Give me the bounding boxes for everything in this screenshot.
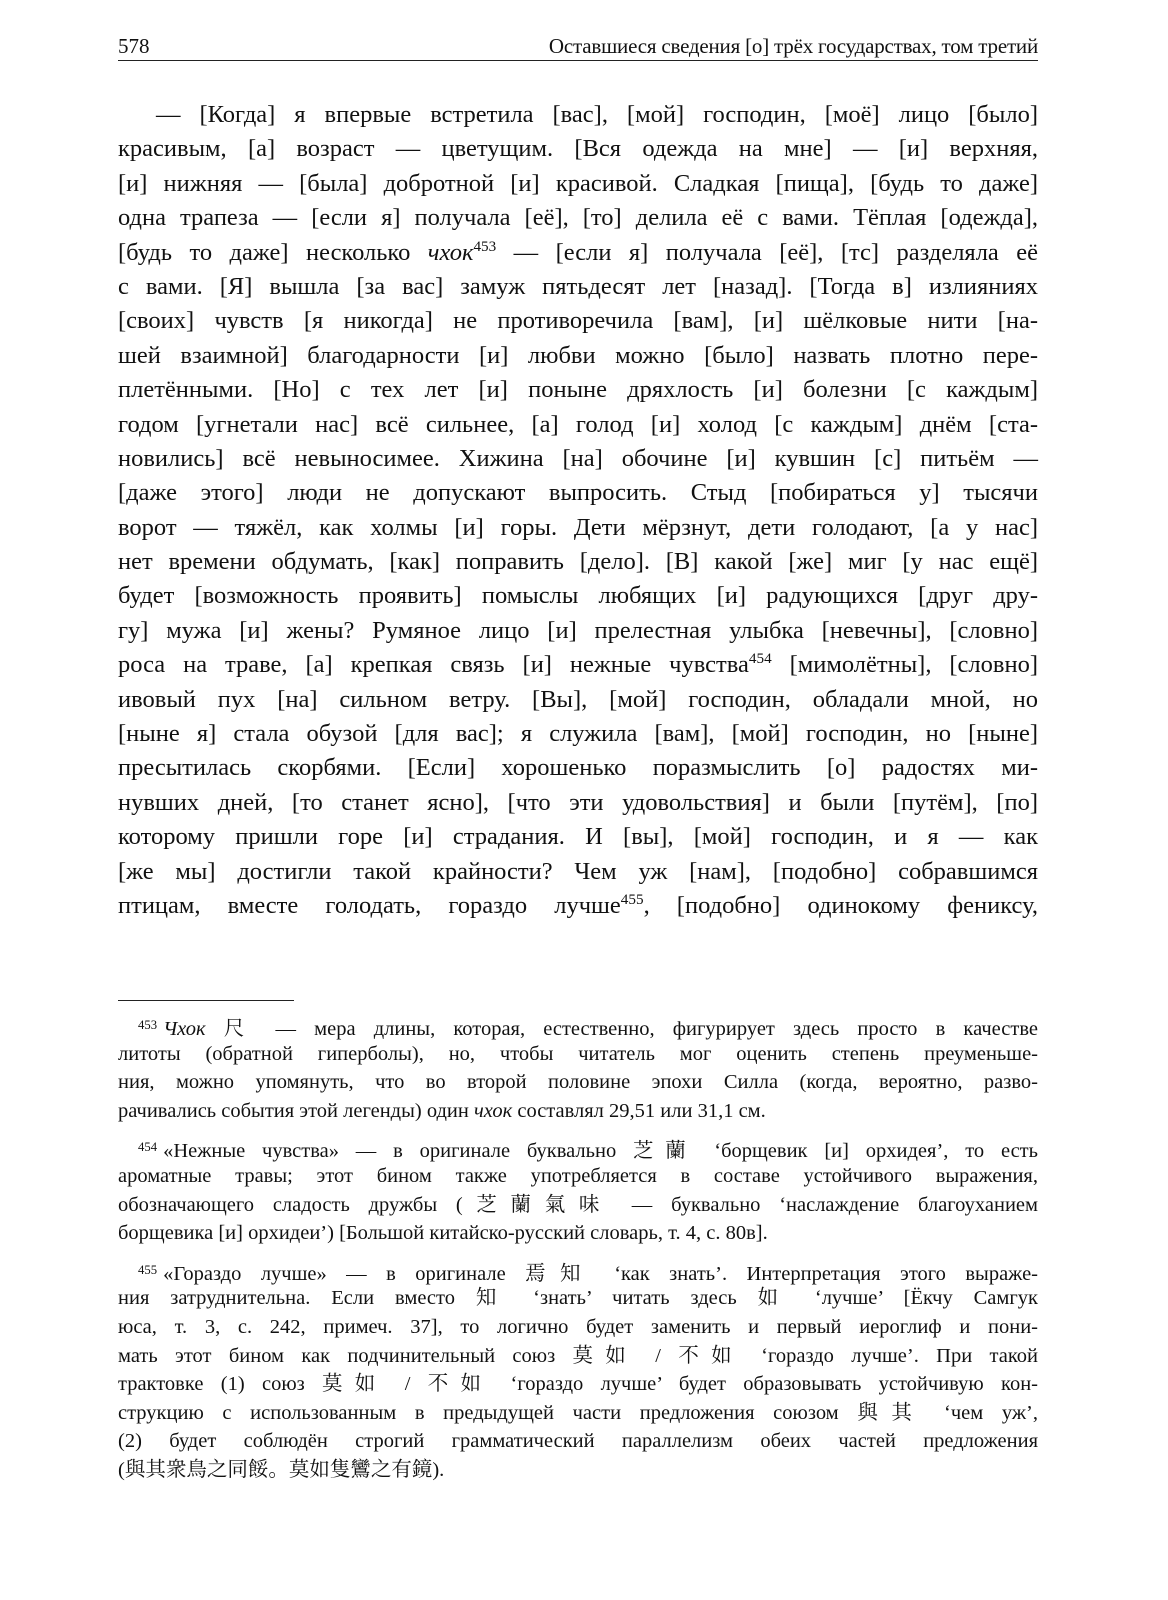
page-header bbox=[118, 33, 1038, 59]
footnote-line: струкцию с использованным в предыдущей части предложения союзом 與其 ‘чем уж’, bbox=[118, 1401, 1038, 1424]
footnote-line: обозначающего сладость дружбы (芝蘭氣味 — буквально ‘наслаждение благоуханием bbox=[118, 1193, 1038, 1216]
footnote-line: (2) будет соблюдён строгий грамматический параллелизм обеих частей предложения bbox=[118, 1430, 1038, 1453]
text-line: плетёнными. [Но] с тех лет [и] поныне дряхлость [и] болезни [с каждым] bbox=[118, 376, 1038, 404]
text-line: гу] мужа [и] жены? Румяное лицо [и] прелестная улыбка [невечны], [словно] bbox=[118, 616, 1038, 644]
footnote-number: 453 bbox=[138, 1018, 158, 1032]
text-line: [будь то даже] несколько чхок$^{453}$ — [если я] получала [её], [тс] разделяла её bbox=[118, 237, 1038, 266]
text-line: [и] нижняя — [была] добротной [и] красивой. Сладкая [пища], [будь то даже] bbox=[118, 169, 1038, 197]
footnote-line: ния, можно упомянуть, что во второй половине эпохи Силла (когда, вероятно, разво- bbox=[118, 1071, 1038, 1094]
footnote-line: мать этот бином как подчинительный союз 莫如 / 不如 ‘гораздо лучше’. При такой bbox=[118, 1344, 1038, 1367]
footnote-line: юса, т. 3, с. 242, примеч. 37], то логично будет заменить и первый иероглиф и пони- bbox=[118, 1315, 1038, 1338]
text-line: птицам, вместе голодать, гораздо лучше$^{455}$, [подобно] одинокому фениксу, bbox=[118, 890, 1038, 919]
footnote-line: ароматные травы; этот бином также употребляется в составе устойчивого выражения, bbox=[118, 1164, 1038, 1187]
page-number: 578 bbox=[118, 34, 150, 58]
text-line: шей взаимной] благодарности [и] любви можно [было] назвать плотно пере- bbox=[118, 341, 1038, 369]
footnote-454 bbox=[118, 1133, 1038, 1247]
text-line: ворот — тяжёл, как холмы [и] горы. Дети мёрзнут, дети голодают, [а у нас] bbox=[118, 513, 1038, 541]
footnotes bbox=[118, 1011, 1038, 1485]
text-line: [даже этого] люди не допускают выпросить. Стыд [побираться у] тысячи bbox=[118, 479, 1038, 507]
header-rule bbox=[118, 60, 1038, 61]
footnote-number: 455 bbox=[138, 1262, 158, 1277]
footnote-line: борщевика [и] орхидеи’) [Большой китайско-русский словарь, т. 4, с. 80в]. bbox=[118, 1222, 768, 1245]
footnote-line: (與其衆鳥之同餒。莫如隻鸞之有鏡). bbox=[118, 1458, 445, 1481]
text-line: нет времени обдумать, [как] поправить [дело]. [В] какой [же] миг [у нас ещё] bbox=[118, 548, 1038, 576]
text-line: роса на траве, [а] крепкая связь [и] нежные чувства$^{454}$ [мимолётны], [словно] bbox=[118, 650, 1038, 679]
text-line: будет [возможность проявить] помыслы любящих [и] радующихся [друг дру- bbox=[118, 582, 1038, 610]
text-line: пресытилась скорбями. [Если] хорошенько поразмыслить [о] радостях ми- bbox=[118, 754, 1038, 782]
footnote-453 bbox=[118, 1011, 1038, 1125]
footnote-line: $^{454}$ «Нежные чувства» — в оригинале буквально 芝蘭 ‘борщевик [и] орхидея’, то есть bbox=[138, 1140, 1038, 1163]
footnote-455 bbox=[118, 1256, 1038, 1485]
footnote-line: рачивались события этой легенды) один чхок составлял 29,51 или 31,1 см. bbox=[118, 1099, 766, 1122]
footnote-line: $^{455}$ «Гораздо лучше» — в оригинале 焉知 ‘как знать’. Интерпретация этого выраже- bbox=[138, 1262, 1038, 1285]
footnote-number: 454 bbox=[138, 1140, 158, 1155]
text-line: [ныне я] стала обузой [для вас]; я служила [вам], [мой] господин, но [ныне] bbox=[118, 720, 1038, 748]
text-line: красивым, [а] возраст — цветущим. [Вся одежда на мне] — [и] верхняя, bbox=[118, 135, 1038, 163]
text-line: ивовый пух [на] сильном ветру. [Вы], [мой] господин, обладали мной, но bbox=[118, 685, 1038, 713]
text-line: [своих] чувств [я никогда] не противоречила [вам], [и] шёлковые нити [на- bbox=[118, 307, 1038, 335]
text-line: с вами. [Я] вышла [за вас] замуж пятьдесят лет [назад]. [Тогда в] излияниях bbox=[118, 272, 1038, 300]
text-line: — [Когда] я впервые встретила [вас], [мой] господин, [моё] лицо [было] bbox=[156, 101, 1038, 128]
text-line: которому пришли горе [и] страдания. И [вы], [мой] господин, и я — как bbox=[118, 823, 1038, 851]
text-line: годом [угнетали нас] всё сильнее, [а] голод [и] холод [с каждым] днём [ста- bbox=[118, 410, 1038, 438]
footnote-line: ния затруднительна. Если вместо 知 ‘знать’ читать здесь 如 ‘лучше’ [Ёкчу Самгук bbox=[118, 1287, 1038, 1310]
text-line: новились] всё невыносимее. Хижина [на] обочине [и] кувшин [с] питьём — bbox=[118, 444, 1038, 472]
footnote-line: литоты (обратной гиперболы), но, чтобы читатель мог оценить степень преуменьше- bbox=[118, 1042, 1038, 1065]
text-line: [же мы] достигли такой крайности? Чем уж [нам], [подобно] собравшимся bbox=[118, 857, 1038, 885]
running-title: Оставшиеся сведения [о] трёх государствах, том третий bbox=[548, 34, 1038, 58]
footnote-line: трактовке (1) союз 莫如 / 不如 ‘гораздо лучше’ будет образовывать устойчивую кон- bbox=[118, 1373, 1038, 1396]
body-text bbox=[118, 98, 1038, 923]
footnote-line: $^{453}$ Чхок 尺 — мера длины, которая, естественно, фигурирует здесь просто в качестве bbox=[138, 1018, 1038, 1040]
footnote-separator bbox=[118, 1000, 294, 1001]
text-line: нувших дней, [то станет ясно], [что эти удовольствия] и были [путём], [по] bbox=[118, 788, 1038, 816]
text-line: одна трапеза — [если я] получала [её], [то] делила её с вами. Тёплая [одежда], bbox=[118, 204, 1038, 232]
